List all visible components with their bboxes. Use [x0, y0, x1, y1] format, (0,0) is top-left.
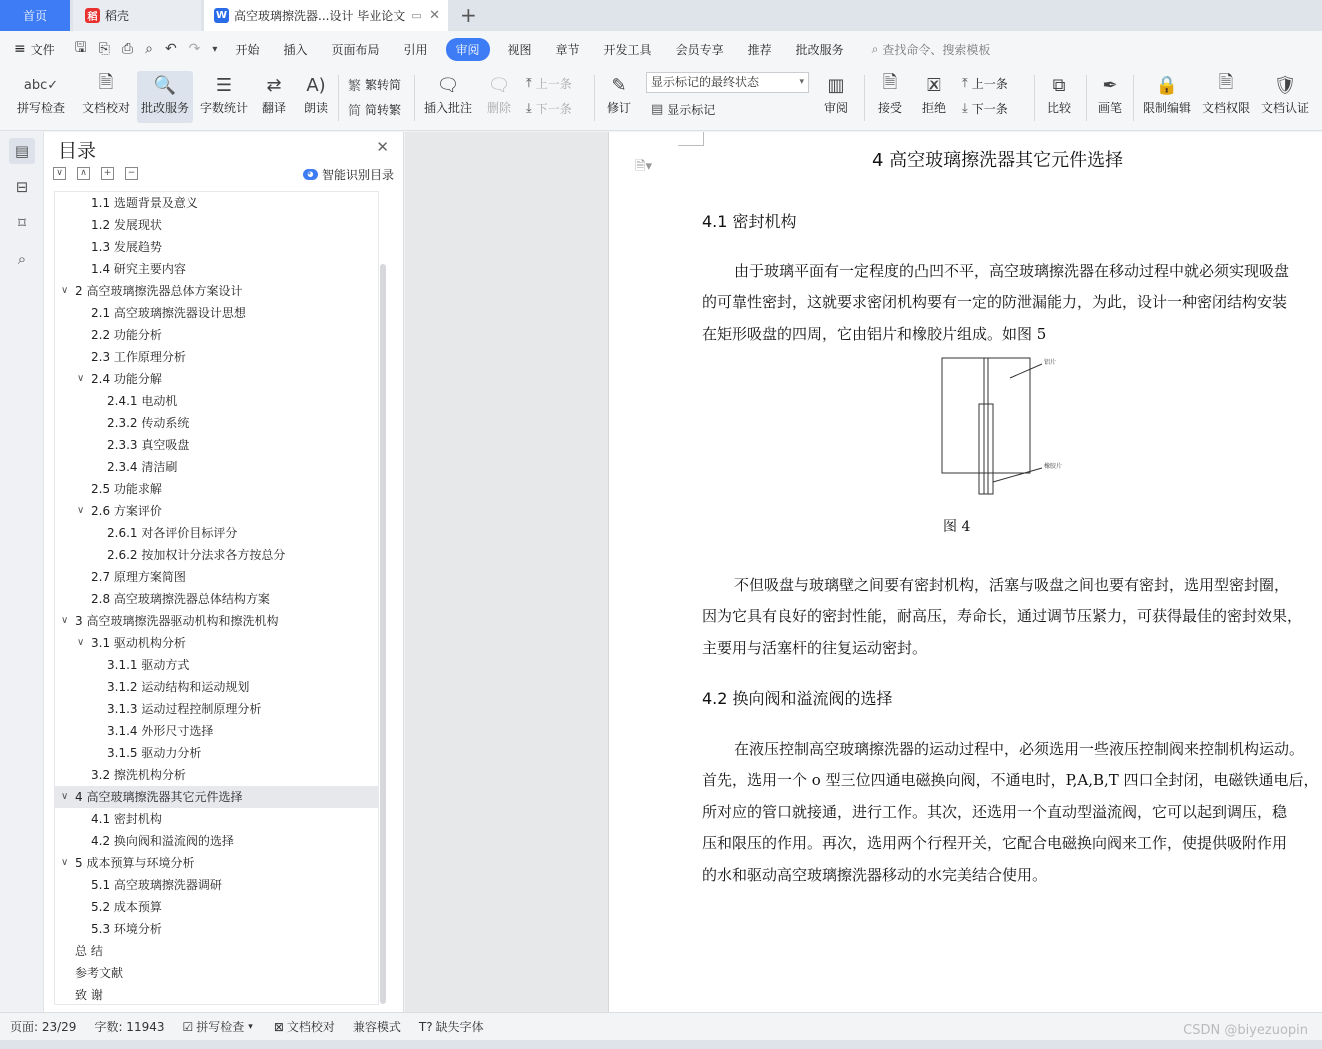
delete-comment-button[interactable]: [480, 71, 518, 123]
toc-list: [54, 191, 379, 1005]
paragraph-line: 首先，选用一个 o 型三位四通电磁换向阀，不通电时，P,A,B,T 四口全封闭，电磁铁通电后，: [702, 771, 1319, 789]
toc-item[interactable]: [55, 302, 378, 324]
tab-document[interactable]: [204, 0, 448, 31]
toc-item[interactable]: [55, 192, 378, 214]
spellcheck-icon: abc✓: [23, 77, 59, 93]
toc-item[interactable]: [55, 918, 378, 940]
chevron-down-icon[interactable]: ∨: [77, 505, 85, 516]
restrict-edit-label: 限制编辑: [1142, 101, 1191, 115]
toc-item-label: 2.3.2 传动系统: [107, 416, 190, 430]
toc-item-label: 2.3.3 真空吸盘: [107, 438, 190, 452]
next-comment-button[interactable]: [526, 100, 572, 117]
doc-permission-label: 文档权限: [1201, 101, 1250, 115]
review-service-button[interactable]: [137, 71, 193, 123]
command-search[interactable]: [872, 41, 991, 58]
status-spellcheck-label: 拼写检查: [196, 1020, 245, 1034]
word-count-label: 字数统计: [199, 101, 248, 115]
chapter-heading: 4 高空玻璃擦洗器其它元件选择: [872, 150, 1124, 171]
toc-item[interactable]: [55, 984, 378, 1005]
toc-title: 目录: [58, 140, 97, 162]
pen-label: 画笔: [1097, 101, 1122, 115]
toc-item[interactable]: [55, 940, 378, 962]
toc-item-label: 3.1.5 驱动力分析: [107, 746, 202, 760]
prev-comment-button[interactable]: [526, 75, 572, 92]
doc-auth-icon: 🛡: [1273, 74, 1297, 96]
section-heading-4-2: 4.2 换向阀和溢流阀的选择: [702, 689, 893, 708]
read-aloud-button[interactable]: [300, 71, 332, 123]
toc-item[interactable]: [55, 742, 378, 764]
search-icon[interactable]: ⌕: [17, 250, 27, 268]
reject-icon: 🗷: [927, 74, 941, 96]
word-count-button[interactable]: [198, 71, 250, 123]
status-proof[interactable]: [274, 1018, 335, 1035]
toc-item-label: 1.2 发展现状: [91, 218, 162, 232]
compare-label: 比较: [1046, 101, 1071, 115]
toc-item[interactable]: [55, 632, 378, 654]
next-change-button[interactable]: [962, 100, 1008, 117]
file-menu[interactable]: [14, 41, 55, 58]
translate-button[interactable]: [256, 71, 292, 123]
track-changes-button[interactable]: [600, 71, 638, 123]
track-changes-icon: ✎: [611, 74, 627, 96]
smart-toc-button[interactable]: [303, 166, 394, 183]
tab-document-label: 高空玻璃擦洗器...设计 毕业论文: [234, 9, 406, 23]
watermark: CSDN @biyezuopin: [1183, 1023, 1308, 1038]
compat-mode[interactable]: 兼容模式: [352, 1020, 401, 1034]
hamburger-icon: ≡: [14, 41, 26, 57]
chevron-down-icon[interactable]: ∨: [61, 791, 69, 802]
close-tab-icon[interactable]: ✕: [429, 8, 440, 23]
paragraph-line: 在矩形吸盘的四周，它由铝片和橡胶片组成。如图 5: [702, 325, 1047, 343]
paragraph-line: 的可靠性密封，这就要求密闭机构要有一定的防泄漏能力，为此，设计一种密闭结构安装: [702, 293, 1288, 311]
doc-auth-button[interactable]: [1258, 71, 1312, 123]
add-heading-icon[interactable]: +: [101, 167, 114, 180]
ribbon-separator: [864, 75, 865, 121]
delete-comment-label: 删除: [486, 101, 511, 115]
tab-daoke-label: 稻壳: [105, 9, 130, 23]
toc-item-label: 2.4.1 电动机: [107, 394, 178, 408]
toc-item[interactable]: [55, 566, 378, 588]
translate-icon: ⇄: [266, 74, 282, 96]
page-margin-corner: [678, 132, 704, 146]
doc-permission-icon: 🗎: [1218, 72, 1234, 93]
toc-item[interactable]: [55, 236, 378, 258]
toc-item[interactable]: [55, 654, 378, 676]
markup-state-select[interactable]: [646, 72, 809, 93]
restrict-edit-icon: 🔒: [1155, 74, 1179, 96]
toc-item[interactable]: [55, 786, 378, 808]
menu-recommend[interactable]: 推荐: [747, 42, 772, 57]
next-change-icon: ⤓: [962, 101, 968, 116]
review-service-label: 批改服务: [140, 101, 189, 115]
toc-item-label: 3.1.4 外形尺寸选择: [107, 724, 214, 738]
insert-comment-label: 插入批注: [423, 101, 472, 115]
show-markup-label: 显示标记: [667, 103, 716, 117]
command-search-placeholder: 查找命令、搜索模板: [882, 42, 991, 57]
toc-item-label: 3 高空玻璃擦洗器驱动机构和擦洗机构: [75, 614, 279, 628]
menu-review[interactable]: 审阅: [446, 38, 490, 61]
prev-change-button[interactable]: [962, 75, 1008, 92]
paragraph-line: 所对应的管口就接通，进行工作。其次，还选用一个直动型溢流阀，它可以起到调压，稳: [702, 803, 1288, 821]
toc-item-label: 致 谢: [75, 988, 103, 1002]
toc-item-label: 4.2 换向阀和溢流阀的选择: [91, 834, 234, 848]
section-heading-4-1: 4.1 密封机构: [702, 212, 797, 231]
word-count-indicator[interactable]: 字数: 11943: [94, 1020, 165, 1034]
toc-item-label: 2.6.2 按加权计分法求各方按总分: [107, 548, 286, 562]
toc-item-label: 2 高空玻璃擦洗器总体方案设计: [75, 284, 243, 298]
chevron-down-icon[interactable]: ∨: [77, 373, 85, 384]
new-tab-plus-icon[interactable]: +: [460, 3, 477, 27]
toc-panel-icon[interactable]: ▤: [9, 138, 35, 164]
toc-item-label: 5 成本预算与环境分析: [75, 856, 195, 870]
export-pdf-icon[interactable]: ⎘: [98, 41, 110, 57]
missing-font[interactable]: [419, 1018, 484, 1035]
status-proof-label: 文档校对: [286, 1020, 335, 1034]
chevron-down-icon[interactable]: ∨: [77, 637, 85, 648]
toc-item-label: 5.2 成本预算: [91, 900, 162, 914]
writer-doc-icon: W: [215, 10, 228, 21]
prev-change-label: 上一条: [971, 77, 1008, 91]
simp-to-trad-label: 简转繁: [365, 103, 402, 117]
toc-item-label: 2.7 原理方案简图: [91, 570, 186, 584]
toc-item[interactable]: [55, 324, 378, 346]
toc-item[interactable]: [55, 808, 378, 830]
review-pane-label: 审阅: [823, 101, 848, 115]
markup-state-value: 显示标记的最终状态: [651, 75, 760, 89]
remove-heading-icon[interactable]: −: [125, 167, 138, 180]
toc-item-label: 3.1 驱动机构分析: [91, 636, 186, 650]
translate-label: 翻译: [261, 101, 286, 115]
paragraph-line: 的水和驱动高空玻璃擦洗器移动的水完美结合使用。: [702, 866, 1048, 884]
prev-comment-icon: ⤒: [526, 76, 532, 91]
toc-item-label: 5.1 高空玻璃擦洗器调研: [91, 878, 222, 892]
menu-insert[interactable]: 插入: [283, 42, 308, 57]
undo-icon[interactable]: ↶: [164, 41, 177, 57]
toc-item-label: 2.3.4 清洁刷: [107, 460, 178, 474]
toc-panel: [44, 132, 404, 1012]
toc-item[interactable]: [55, 214, 378, 236]
nav-icon-rail: [0, 132, 44, 1012]
customize-dropdown-icon[interactable]: ▾: [212, 43, 218, 55]
tab-daoke[interactable]: [73, 0, 201, 31]
next-comment-icon: ⤓: [526, 101, 532, 116]
trad-to-simp-label: 繁转简: [365, 78, 402, 92]
toc-item-label: 2.8 高空玻璃擦洗器总体结构方案: [91, 592, 270, 606]
toc-item[interactable]: [55, 258, 378, 280]
toc-item[interactable]: [55, 390, 378, 412]
toc-item[interactable]: [55, 368, 378, 390]
chevron-down-icon[interactable]: ∨: [61, 285, 69, 296]
review-pane-icon: ▥: [827, 74, 845, 96]
toc-item[interactable]: [55, 610, 378, 632]
paragraph-line: 主要用与活塞杆的往复运动密封。: [702, 639, 928, 657]
ribbon-separator: [1034, 75, 1035, 121]
tab-home-label: 首页: [22, 9, 47, 23]
collapse-all-icon[interactable]: ∧: [77, 167, 90, 180]
toc-item[interactable]: [55, 280, 378, 302]
pen-icon: ✒: [1102, 74, 1118, 96]
prev-comment-label: 上一条: [535, 77, 572, 91]
status-spellcheck[interactable]: [183, 1018, 256, 1035]
ribbon-separator: [338, 75, 339, 121]
toc-item[interactable]: [55, 764, 378, 786]
print-icon[interactable]: ⎙: [121, 41, 134, 57]
toc-item-label: 1.3 发展趋势: [91, 240, 162, 254]
reject-button[interactable]: [914, 71, 954, 123]
paragraph-line: 压和限压的作用。再次，选用两个行程开关，它配合电磁换向阀来工作，使提供吸附作用: [702, 834, 1288, 852]
compare-icon: ⧉: [1052, 74, 1066, 96]
toc-item-label: 3.1.3 运动过程控制原理分析: [107, 702, 262, 716]
paragraph-line: 由于玻璃平面有一定程度的凸凹不平，高空玻璃擦洗器在移动过程中就必须实现吸盘: [734, 262, 1290, 280]
toc-item[interactable]: [55, 962, 378, 984]
smart-toc-label: 智能识别目录: [321, 168, 394, 182]
tab-home[interactable]: [0, 0, 70, 31]
spellcheck-button[interactable]: [10, 71, 72, 123]
print-preview-icon[interactable]: ⌕: [145, 41, 153, 57]
pen-button[interactable]: [1094, 71, 1126, 123]
reject-label: 拒绝: [921, 101, 946, 115]
menu-bar: [0, 31, 1322, 67]
compare-button[interactable]: [1038, 71, 1080, 123]
review-service-icon: 🔍: [153, 74, 177, 96]
accept-button[interactable]: [870, 71, 910, 123]
paragraph-line: 因为它具有良好的密封性能，耐高压，寿命长，通过调节压紧力，可获得最佳的密封效果，: [702, 607, 1303, 625]
toc-item-label: 3.2 擦洗机构分析: [91, 768, 186, 782]
show-markup-button[interactable]: [651, 101, 715, 118]
ribbon-separator: [414, 75, 415, 121]
doc-auth-label: 文档认证: [1260, 101, 1309, 115]
redo-icon[interactable]: ↷: [188, 41, 201, 57]
delete-comment-icon: 🗨: [487, 74, 511, 96]
menu-dev-tools[interactable]: 开发工具: [603, 42, 652, 57]
toc-item[interactable]: [55, 456, 378, 478]
toc-item-label: 参考文献: [75, 966, 124, 980]
doc-proof-icon: 🗎: [98, 72, 114, 93]
menu-section[interactable]: 章节: [555, 42, 580, 57]
menu-view[interactable]: 视图: [507, 42, 532, 57]
window-icon[interactable]: ▭: [411, 9, 422, 22]
page-indicator[interactable]: 页面: 23/29: [10, 1020, 77, 1034]
toc-item-label: 2.6.1 对各评价目标评分: [107, 526, 238, 540]
taskbar-strip: [0, 1040, 1322, 1049]
insert-comment-icon: 🗨: [436, 74, 460, 96]
show-markup-icon: ▤: [651, 102, 664, 117]
trad-to-simp-icon: 繁: [348, 79, 362, 94]
file-menu-label: 文件: [30, 42, 55, 57]
simp-to-trad-button[interactable]: [348, 100, 401, 119]
ribbon-separator: [594, 75, 595, 121]
restrict-edit-button[interactable]: [1140, 71, 1194, 123]
bookmark-icon[interactable]: ⌑: [18, 214, 26, 232]
menu-member[interactable]: 会员专享: [675, 42, 724, 57]
menu-start[interactable]: 开始: [235, 42, 260, 57]
read-aloud-label: 朗读: [303, 101, 328, 115]
chevron-down-icon: ▾: [799, 77, 804, 87]
paragraph-line: 不但吸盘与玻璃壁之间要有密封机构，活塞与吸盘之间也要有密封，选用型密封圈，: [734, 576, 1290, 594]
menu-references[interactable]: 引用: [403, 42, 428, 57]
missing-font-icon: T?: [418, 1019, 433, 1034]
paragraph-line: 在液压控制高空玻璃擦洗器的运动过程中，必须选用一些液压控制阀来控制机构运动。: [734, 740, 1305, 758]
toc-item[interactable]: [55, 544, 378, 566]
toc-item-label: 2.1 高空玻璃擦洗器设计思想: [91, 306, 246, 320]
accept-label: 接受: [877, 101, 902, 115]
toc-item-label: 1.1 选题背景及意义: [91, 196, 198, 210]
chevron-down-icon[interactable]: ∨: [61, 615, 69, 626]
toc-item[interactable]: [55, 896, 378, 918]
next-change-label: 下一条: [971, 102, 1008, 116]
toc-item[interactable]: [55, 434, 378, 456]
toc-item[interactable]: [55, 852, 378, 874]
trad-to-simp-button[interactable]: [348, 75, 401, 94]
toc-item[interactable]: [55, 588, 378, 610]
toc-item-label: 4 高空玻璃擦洗器其它元件选择: [75, 790, 243, 804]
save-icon[interactable]: 🖫: [74, 40, 87, 56]
ribbon-separator: [1086, 75, 1087, 121]
title-tab-bar: [0, 0, 1322, 31]
toc-item-label: 2.4 功能分解: [91, 372, 162, 386]
close-icon[interactable]: ✕: [376, 138, 389, 156]
toc-item[interactable]: [55, 346, 378, 368]
toc-item[interactable]: [55, 500, 378, 522]
toc-item-label: 1.4 研究主要内容: [91, 262, 186, 276]
page-menu-icon[interactable]: 🗎▾: [635, 159, 652, 174]
spellcheck-label: 拼写检查: [16, 101, 65, 115]
next-comment-label: 下一条: [535, 102, 572, 116]
toc-item[interactable]: [55, 720, 378, 742]
figure-label-aluminum: 铝片: [1044, 359, 1057, 366]
seal-figure: [938, 354, 1068, 500]
spellcheck-status-icon: ☑: [182, 1019, 194, 1034]
toc-scrollbar[interactable]: [380, 264, 386, 1004]
toc-item-label: 2.6 方案评价: [91, 504, 162, 518]
toc-item-label: 3.1.2 运动结构和运动规划: [107, 680, 250, 694]
toc-item[interactable]: [55, 676, 378, 698]
toc-item-label: 总 结: [75, 944, 103, 958]
menu-page-layout[interactable]: 页面布局: [331, 42, 380, 57]
doc-proof-button[interactable]: [79, 71, 133, 123]
daoke-logo-icon: 稻: [85, 8, 100, 23]
read-aloud-icon: A): [306, 74, 326, 96]
doc-permission-button[interactable]: [1199, 71, 1253, 123]
toc-item-label: 3.1.1 驱动方式: [107, 658, 190, 672]
word-count-icon: ☰: [215, 74, 233, 96]
simp-to-trad-icon: 简: [348, 104, 362, 119]
toc-item[interactable]: [55, 874, 378, 896]
toc-item[interactable]: [55, 830, 378, 852]
toc-item-label: 5.3 环境分析: [91, 922, 162, 936]
toc-item-label: 2.3 工作原理分析: [91, 350, 186, 364]
toc-item[interactable]: [55, 412, 378, 434]
toc-item[interactable]: [55, 522, 378, 544]
status-bar: [0, 1012, 1322, 1040]
toc-item-label: 2.5 功能求解: [91, 482, 162, 496]
doc-proof-label: 文档校对: [81, 101, 130, 115]
toc-item-label: 4.1 密封机构: [91, 812, 162, 826]
chevron-down-icon: ▾: [248, 1021, 253, 1032]
toc-tools: [53, 167, 149, 180]
insert-comment-button[interactable]: [422, 71, 474, 123]
toc-item-label: 2.2 功能分析: [91, 328, 162, 342]
figure-caption: 图 4: [943, 519, 971, 535]
menu-review-service[interactable]: 批改服务: [795, 42, 844, 57]
accept-icon: 🗎: [882, 72, 898, 93]
smart-toc-icon: ◕: [303, 169, 318, 180]
toc-item[interactable]: [55, 698, 378, 720]
ribbon-separator: [1133, 75, 1134, 121]
expand-all-icon[interactable]: ∨: [53, 167, 66, 180]
chapter-nav-icon[interactable]: ⊟: [15, 178, 29, 196]
figure-label-rubber: 橡胶片: [1044, 463, 1063, 470]
chevron-down-icon[interactable]: ∨: [61, 857, 69, 868]
proof-status-icon: ⊠: [273, 1019, 284, 1034]
toc-item[interactable]: [55, 478, 378, 500]
prev-change-icon: ⤒: [962, 76, 968, 91]
review-pane-button[interactable]: [816, 71, 856, 123]
search-icon: ⌕: [871, 41, 879, 56]
missing-font-label: 缺失字体: [435, 1020, 484, 1034]
track-changes-label: 修订: [606, 101, 631, 115]
